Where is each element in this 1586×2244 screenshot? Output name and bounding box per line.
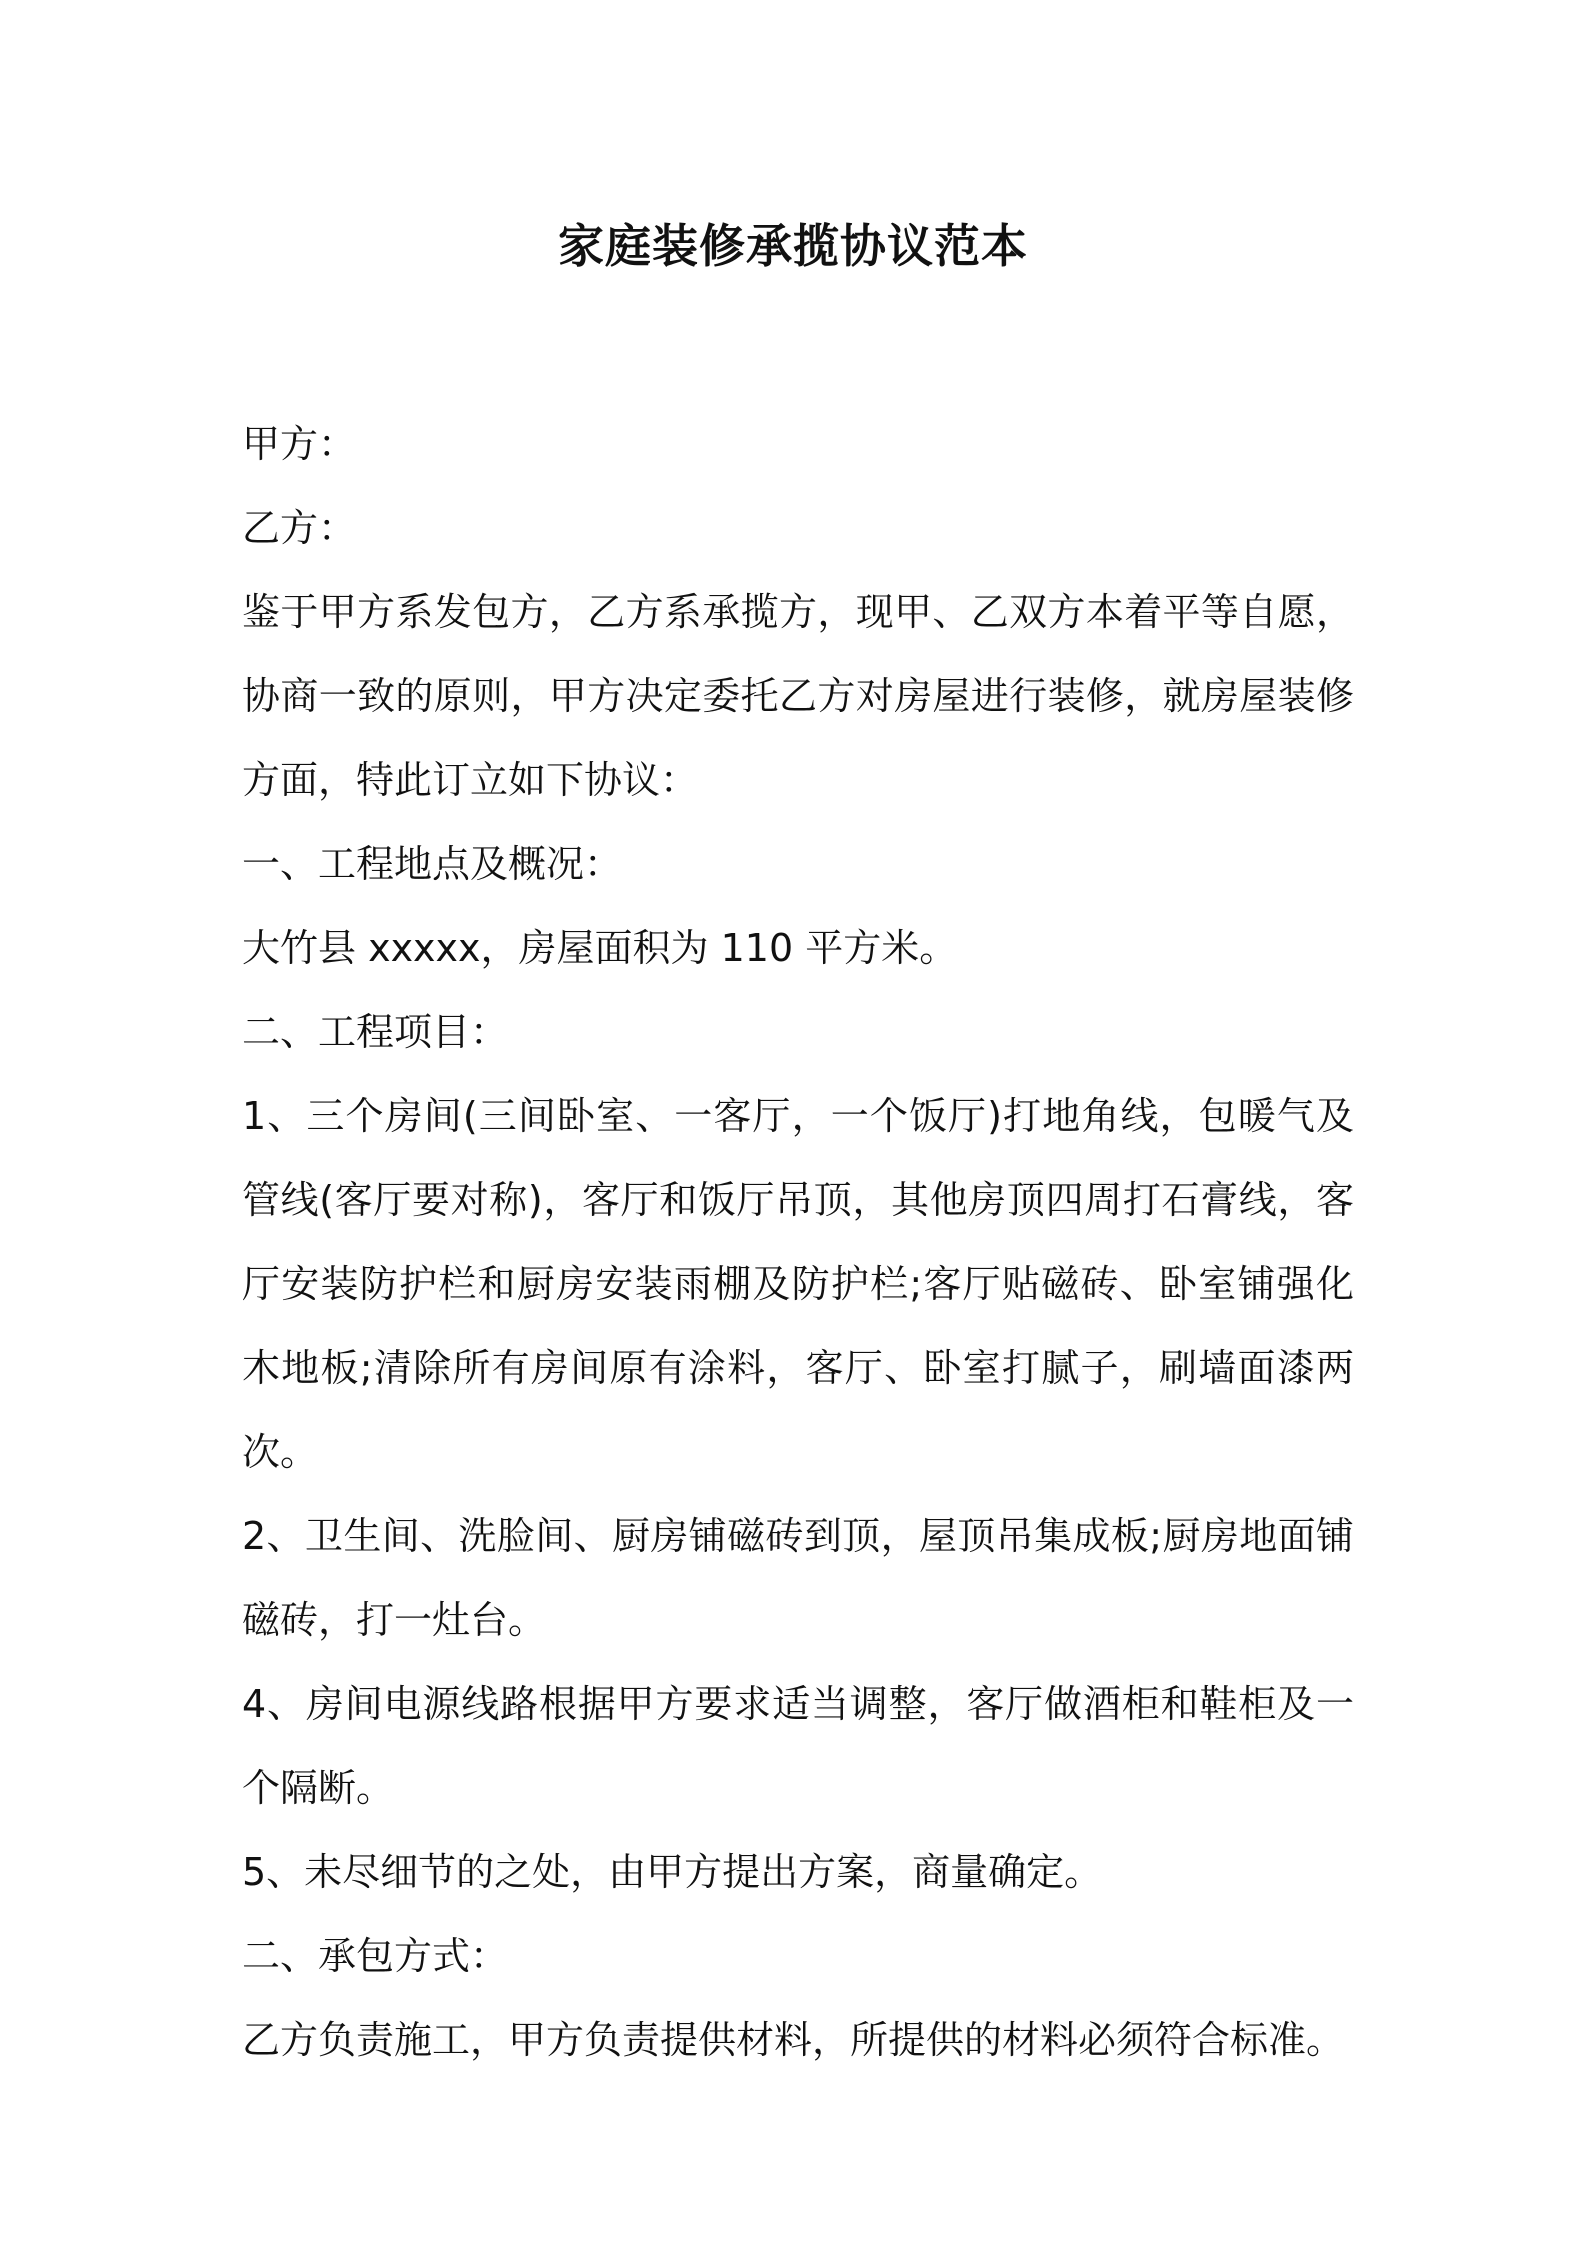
party-a-line: 甲方： [242,422,357,466]
section-heading-method: 二、承包方式： [242,1934,509,1978]
item-4-paragraph: 4、房间电源线路根据甲方要求适当调整，客厅做酒柜和鞋柜及一个隔断。 [242,1682,1354,1810]
item-5-paragraph: 5、未尽细节的之处，由甲方提出方案，商量确定。 [242,1850,1103,1894]
section-heading-items: 二、工程项目： [242,1010,509,1054]
document-title: 家庭装修承揽协议范本 [558,219,1028,273]
section-heading-location: 一、工程地点及概况： [242,842,623,886]
method-paragraph: 乙方负责施工，甲方负责提供材料，所提供的材料必须符合标准。 [242,2018,1345,2062]
document-body [242,402,1354,2082]
item-1-paragraph: 1、三个房间(三间卧室、一客厅，一个饭厅)打地角线，包暖气及管线(客厅要对称)，客厅和饭厅吊顶，其他房顶四周打石膏线，客厅安装防护栏和厨房安装雨棚及防护栏;客厅贴磁砖、卧室铺强化木地板;清除所有房间原有涂料，客厅、卧室打腻子，刷墙面漆两次。 [242,1094,1354,1474]
party-b-line: 乙方： [242,506,357,550]
location-paragraph: 大竹县 xxxxx，房屋面积为 110 平方米。 [242,926,958,970]
preamble-paragraph: 鉴于甲方系发包方，乙方系承揽方，现甲、乙双方本着平等自愿，协商一致的原则，甲方决定委托乙方对房屋进行装修，就房屋装修方面，特此订立如下协议： [242,590,1354,802]
item-2-paragraph: 2、卫生间、洗脸间、厨房铺磁砖到顶，屋顶吊集成板;厨房地面铺磁砖，打一灶台。 [242,1514,1354,1642]
